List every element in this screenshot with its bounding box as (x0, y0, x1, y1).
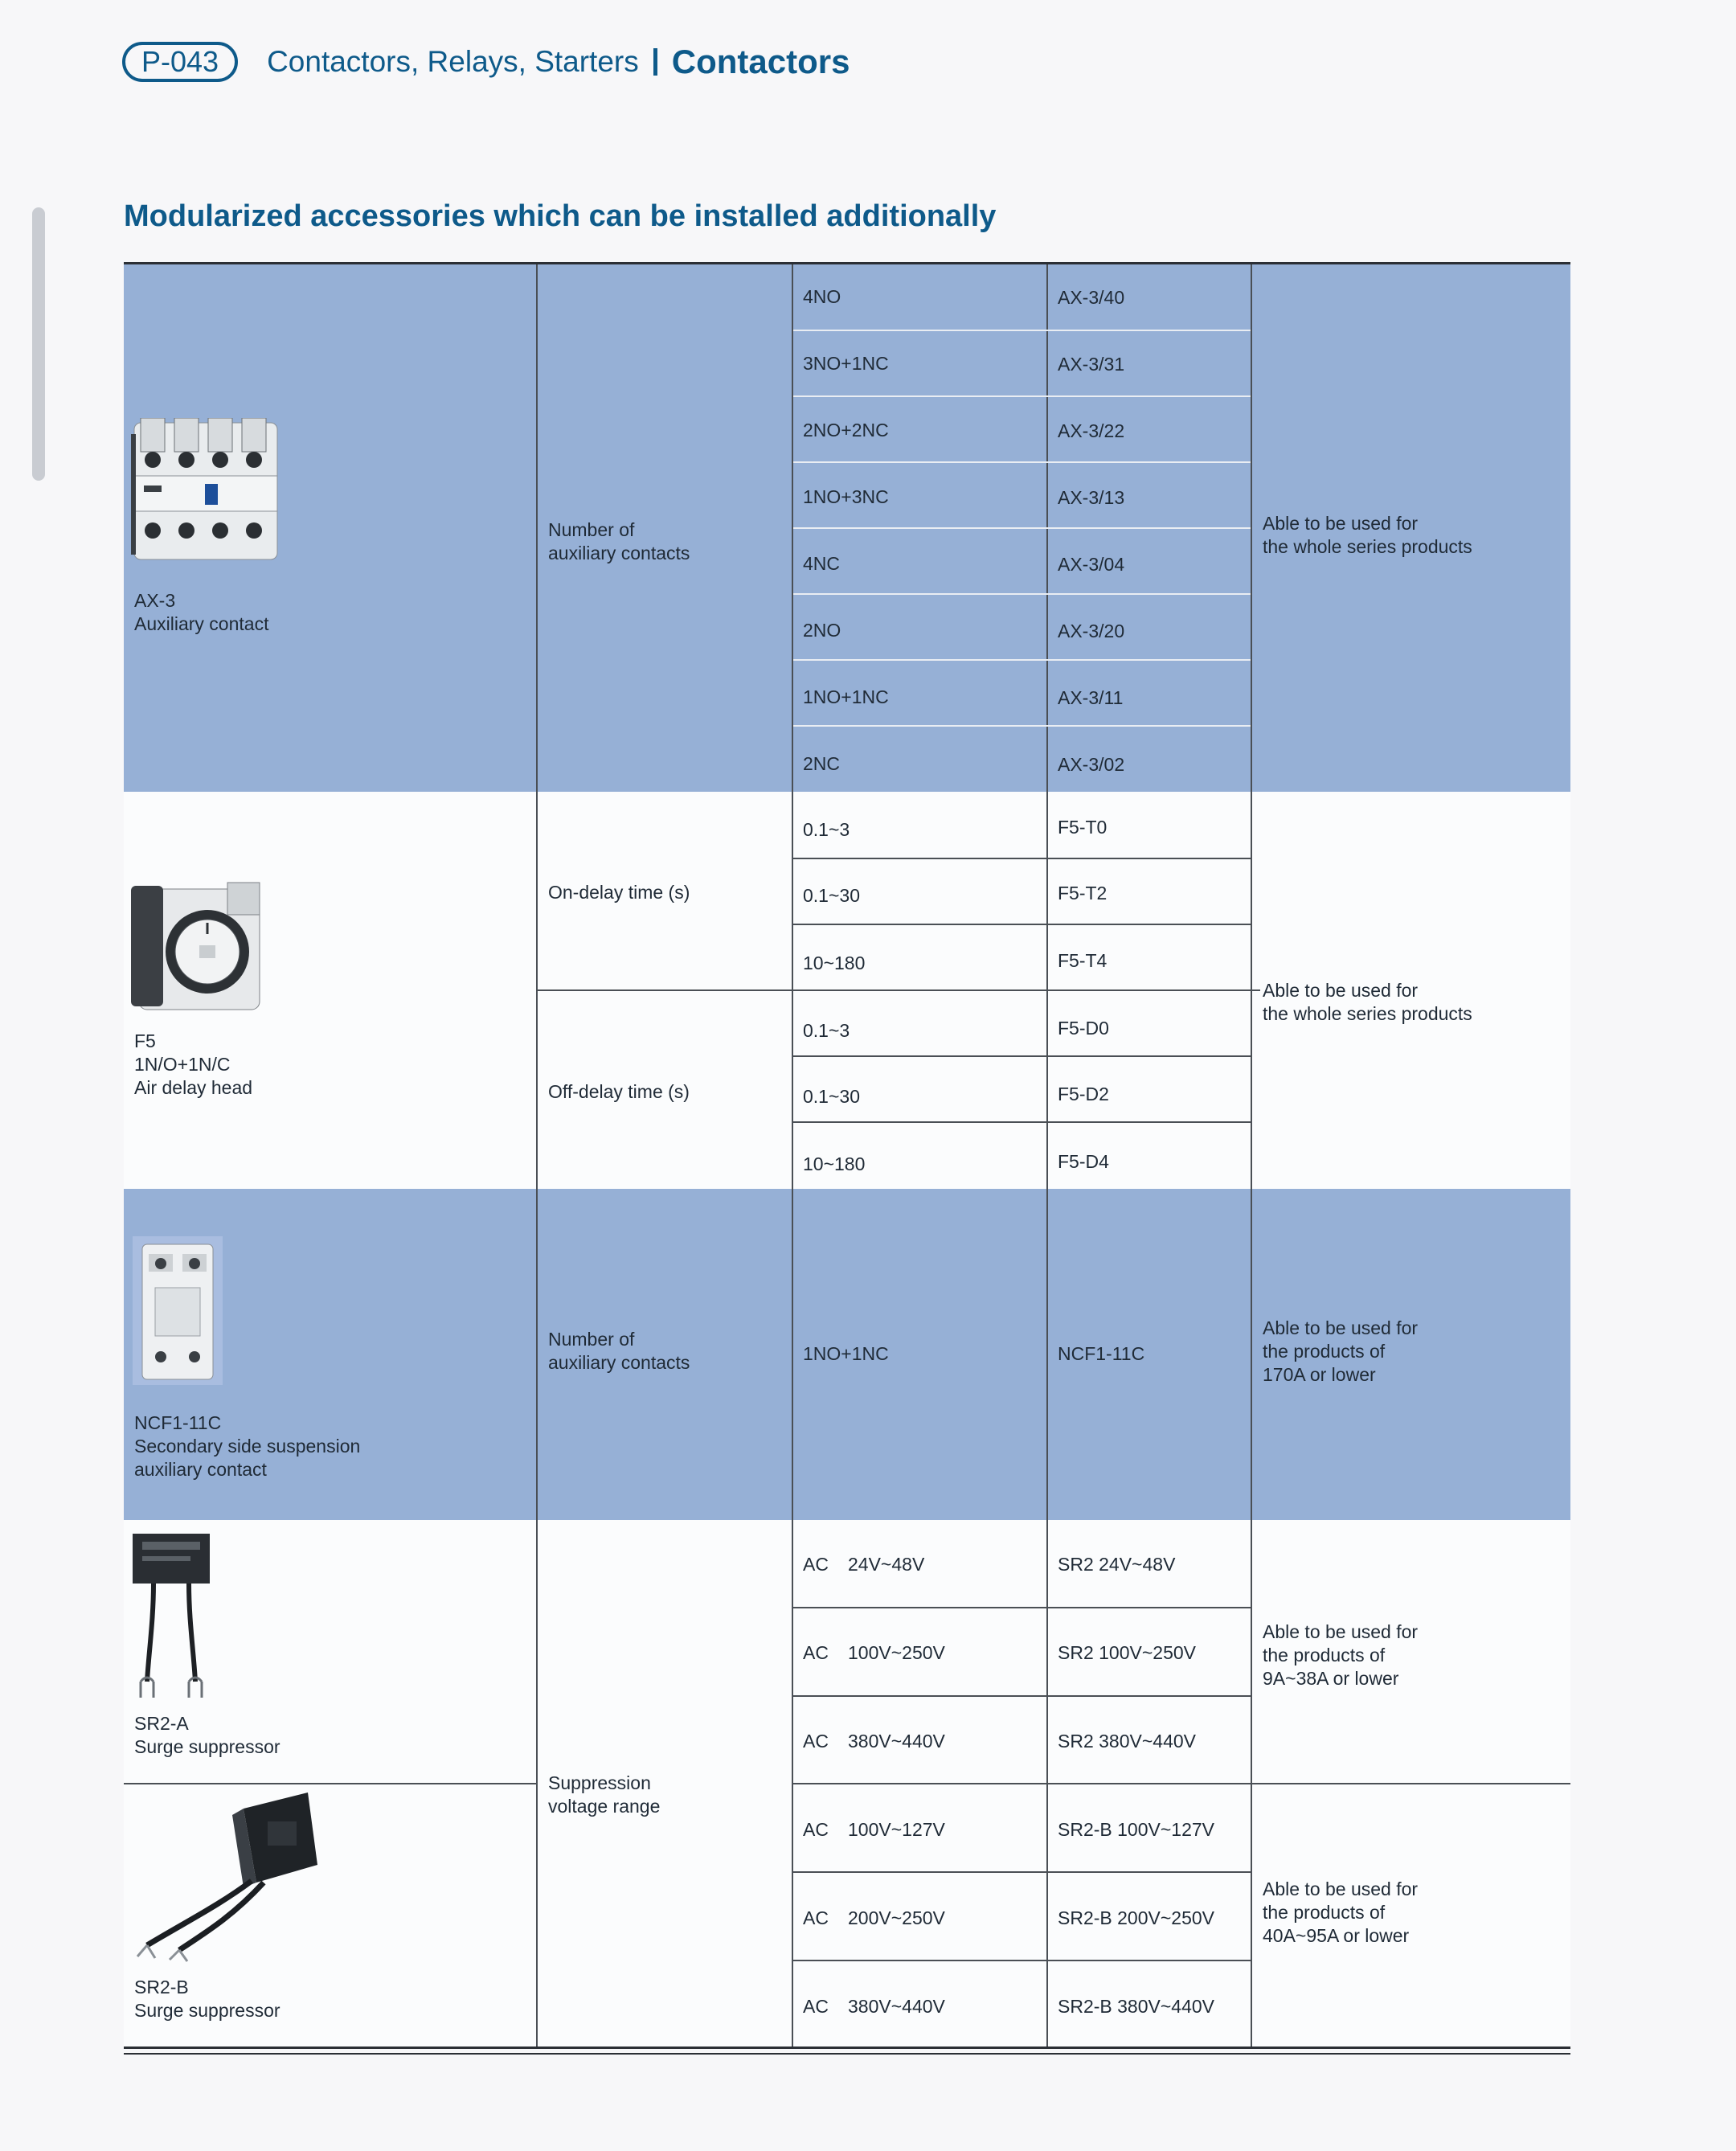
col-divider-2 (792, 264, 793, 2047)
row-sep (793, 725, 1251, 727)
row-sep (793, 330, 1251, 331)
f5-note-line2: the whole series products (1263, 1003, 1472, 1024)
f5-product-image (131, 878, 268, 1014)
row-sep (793, 395, 1251, 397)
ax3-contact: 3NO+1NC (803, 353, 889, 374)
f5-note-line1: Able to be used for (1263, 980, 1419, 1001)
breadcrumb-current: Contactors (671, 43, 850, 80)
ax3-model: AX-3/04 (1058, 554, 1125, 575)
ax3-note-line2: the whole series products (1263, 536, 1472, 557)
ax3-name: Auxiliary contact (134, 613, 269, 634)
row-sep (793, 924, 1251, 925)
ncf1-name-line2: auxiliary contact (134, 1459, 267, 1480)
ax3-contact: 1NO+3NC (803, 486, 889, 507)
sr2b-model: SR2-B 380V~440V (1058, 1996, 1214, 2017)
row-sep (793, 1871, 1251, 1873)
sr2b-note-line3: 40A~95A or lower (1263, 1925, 1410, 1946)
sr2a-note-line1: Able to be used for (1263, 1621, 1419, 1642)
ax3-contact: 2NO+2NC (803, 420, 889, 440)
sr2a-voltage: 380V~440V (848, 1731, 945, 1752)
ax3-contact: 2NC (803, 753, 841, 774)
sr2b-ac-label: AC (803, 1907, 829, 1928)
sr2b-product-image (131, 1792, 324, 1965)
ax3-product-image (131, 418, 280, 563)
ax3-contact: 4NO (803, 286, 841, 307)
ncf1-model: NCF1-11C (1058, 1343, 1145, 1364)
page-header (122, 42, 850, 82)
sr2b-note-line1: Able to be used for (1263, 1879, 1419, 1899)
ncf1-product-image (133, 1236, 223, 1385)
ax3-param-line1: Number of (548, 519, 635, 540)
sr2b-model: SR2-B 200V~250V (1058, 1907, 1214, 1928)
f5-off-range: 10~180 (803, 1153, 866, 1174)
f5-on-range: 10~180 (803, 953, 866, 973)
ax3-model: AX-3/02 (1058, 754, 1125, 775)
ax3-param-line2: auxiliary contacts (548, 543, 690, 563)
ax3-code: AX-3 (134, 590, 176, 611)
sr2a-code: SR2-A (134, 1713, 189, 1734)
row-sep (793, 1055, 1251, 1057)
f5-on-delay-label: On-delay time (s) (548, 882, 690, 903)
sr2b-note-line2: the products of (1263, 1902, 1386, 1923)
ax3-contact: 1NO+1NC (803, 686, 889, 707)
sr2a-ac-label: AC (803, 1642, 829, 1663)
ncf1-contact: 1NO+1NC (803, 1343, 889, 1364)
row-sep (793, 1607, 1251, 1608)
row-sep (793, 1783, 1570, 1784)
ncf1-name-line1: Secondary side suspension (134, 1436, 361, 1457)
ncf1-param-line2: auxiliary contacts (548, 1352, 690, 1373)
row-sep (538, 989, 1251, 991)
sr2b-model: SR2-B 100V~127V (1058, 1819, 1214, 1840)
ax3-contact: 2NO (803, 620, 841, 641)
f5-code: F5 (134, 1030, 156, 1051)
ax3-note-line1: Able to be used for (1263, 513, 1419, 534)
breadcrumb-category: Contactors, Relays, Starters (267, 45, 639, 78)
sr2b-voltage: 100V~127V (848, 1819, 945, 1840)
note-tick (1252, 989, 1260, 991)
ax3-model: AX-3/20 (1058, 621, 1125, 641)
sr2a-name: Surge suppressor (134, 1736, 280, 1757)
ax3-contact: 4NC (803, 553, 841, 574)
sr2a-model: SR2 24V~48V (1058, 1554, 1176, 1575)
f5-spec: 1N/O+1N/C (134, 1054, 231, 1075)
row-sep (793, 1695, 1251, 1697)
f5-off-model: F5-D4 (1058, 1151, 1109, 1172)
sr2b-ac-label: AC (803, 1819, 829, 1840)
col-divider-3 (1046, 264, 1048, 2047)
ncf1-note-line2: the products of (1263, 1341, 1386, 1362)
sr2a-voltage: 100V~250V (848, 1642, 945, 1663)
page-number-badge: P-043 (122, 42, 238, 82)
table-bottom-rule (124, 2047, 1570, 2049)
f5-on-range: 0.1~30 (803, 885, 860, 906)
sr2a-ac-label: AC (803, 1731, 829, 1752)
col-divider-1 (536, 264, 538, 2047)
sr2a-model: SR2 100V~250V (1058, 1642, 1196, 1663)
ax3-model: AX-3/40 (1058, 287, 1125, 308)
f5-on-model: F5-T0 (1058, 817, 1108, 838)
ncf1-code: NCF1-11C (134, 1412, 222, 1433)
row-sep (793, 461, 1251, 463)
sr2-param-line1: Suppression (548, 1772, 651, 1793)
row-sep (793, 659, 1251, 661)
f5-off-range: 0.1~30 (803, 1086, 860, 1107)
sr2b-voltage: 380V~440V (848, 1996, 945, 2017)
f5-off-model: F5-D2 (1058, 1084, 1109, 1104)
row-sep (124, 1783, 536, 1784)
sr2a-model: SR2 380V~440V (1058, 1731, 1196, 1752)
ncf1-param-line1: Number of (548, 1329, 635, 1350)
f5-on-model: F5-T2 (1058, 883, 1108, 903)
sr2b-ac-label: AC (803, 1996, 829, 2017)
sr2a-note-line2: the products of (1263, 1645, 1386, 1665)
sr2b-code: SR2-B (134, 1977, 189, 1997)
f5-on-model: F5-T4 (1058, 950, 1108, 971)
sr2a-ac-label: AC (803, 1554, 829, 1575)
ax3-model: AX-3/13 (1058, 487, 1125, 508)
ncf1-note-line1: Able to be used for (1263, 1317, 1419, 1338)
ax3-model: AX-3/31 (1058, 354, 1125, 375)
section-title: Modularized accessories which can be installed additionally (124, 199, 997, 233)
ax3-model: AX-3/22 (1058, 420, 1125, 441)
ncf1-note-line3: 170A or lower (1263, 1364, 1376, 1385)
row-sep (793, 593, 1251, 595)
sr2b-name: Surge suppressor (134, 2000, 280, 2021)
f5-off-delay-label: Off-delay time (s) (548, 1081, 690, 1102)
row-sep (793, 858, 1251, 859)
sr2b-voltage: 200V~250V (848, 1907, 945, 1928)
f5-on-range: 0.1~3 (803, 819, 850, 840)
page-scrollbar[interactable] (32, 207, 45, 481)
f5-name: Air delay head (134, 1077, 253, 1098)
table-bottom-rule-double (124, 2053, 1570, 2055)
breadcrumb-separator (653, 48, 657, 76)
sr2a-product-image (131, 1532, 215, 1701)
row-sep (793, 1960, 1251, 1961)
col-divider-4 (1251, 264, 1252, 2047)
row-sep (793, 1121, 1251, 1123)
sr2a-voltage: 24V~48V (848, 1554, 925, 1575)
f5-off-range: 0.1~3 (803, 1020, 850, 1041)
sr2a-note-line3: 9A~38A or lower (1263, 1668, 1399, 1689)
f5-off-model: F5-D0 (1058, 1018, 1109, 1039)
sr2-param-line2: voltage range (548, 1796, 661, 1817)
ax3-model: AX-3/11 (1058, 687, 1124, 708)
row-sep (793, 527, 1251, 529)
